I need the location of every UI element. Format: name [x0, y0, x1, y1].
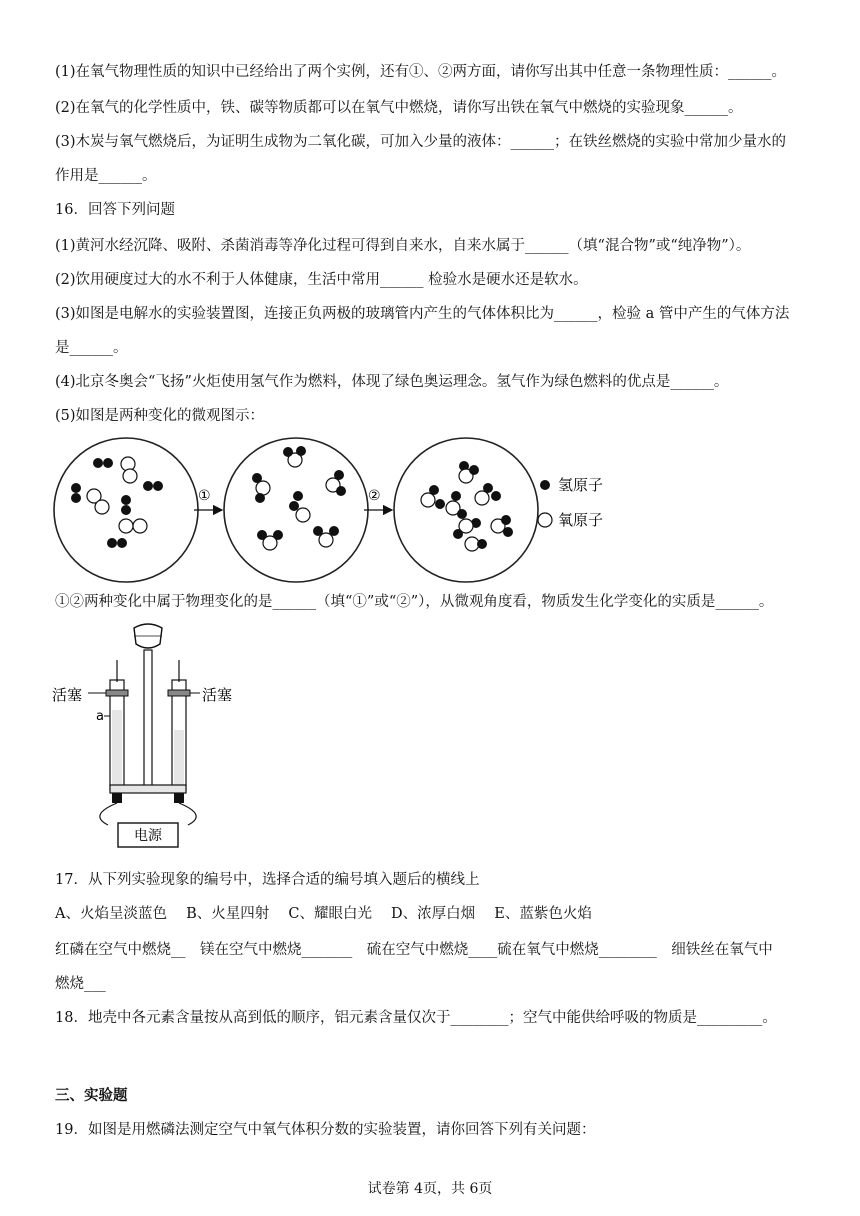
- legend: [538, 476, 603, 529]
- q15-part1: (1)在氧气物理性质的知识中已经给出了两个实例，还有①、②两方面，请你写出其中任意一条物理性质：______。: [55, 64, 787, 80]
- state-circle-3: [394, 438, 538, 582]
- state-circle-2: [224, 438, 368, 582]
- molecule-diagram: [48, 428, 628, 598]
- q17-blanks-line2: 燃烧___: [55, 976, 106, 992]
- q16-part5-question: ①②两种变化中属于物理变化的是______（填“①”或“②”），从微观角度看，物质发生化学变化的实质是______。: [55, 594, 774, 610]
- hydrogen-legend-icon: [540, 480, 550, 490]
- page-footer: 试卷第 4页，共 6页: [367, 1181, 493, 1197]
- electrolysis-apparatus: [48, 620, 248, 855]
- q17-options: A、火焰呈淡蓝色 B、火星四射 C、耀眼白光 D、浓厚白烟 E、蓝紫色火焰: [55, 906, 592, 922]
- q16-part4: (4)北京冬奥会“飞扬”火炬使用氢气作为燃料，体现了绿色奥运理念。氢气作为绿色燃料的优点是______。: [55, 374, 729, 390]
- q18-text: 18．地壳中各元素含量按从高到低的顺序，铝元素含量仅次于________；空气中能供给呼吸的物质是_________。: [55, 1010, 777, 1026]
- legend-oxygen-label: 氧原子: [558, 511, 604, 529]
- section-3-title: 三、实验题: [55, 1087, 128, 1104]
- state-circle-1: [54, 438, 198, 582]
- step-2-label: ②: [368, 488, 381, 504]
- right-valve-label: 活塞: [202, 686, 233, 704]
- q19-text: 19．如图是用燃磷法测定空气中氧气体积分数的实验装置，请你回答下列有关问题：: [55, 1122, 596, 1138]
- step-1-label: ①: [198, 488, 211, 504]
- oxygen-legend-icon: [538, 513, 552, 527]
- q16-title: 16．回答下列问题: [55, 202, 175, 218]
- left-valve-label: 活塞: [52, 686, 83, 704]
- q16-part3-line1: (3)如图是电解水的实验装置图，连接正负两极的玻璃管内产生的气体体积比为______，检验 a 管中产生的气体方法: [55, 306, 790, 322]
- q16-part3-line2: 是______。: [55, 340, 128, 356]
- tube-a-label: a: [96, 709, 104, 724]
- q17-blanks-line1: 红磷在空气中燃烧__ 镁在空气中燃烧_______ 硫在空气中燃烧____硫在氧气中燃烧________ 细铁丝在氧气中: [55, 942, 773, 958]
- q17-title: 17．从下列实验现象的编号中，选择合适的编号填入题后的横线上: [55, 872, 480, 888]
- q15-part2: (2)在氧气的化学性质中，铁、碳等物质都可以在氧气中燃烧，请你写出铁在氧气中燃烧的实验现象______。: [55, 100, 743, 116]
- q16-part1: (1)黄河水经沉降、吸附、杀菌消毒等净化过程可得到自来水，自来水属于______（填“混合物”或“纯净物”）。: [55, 238, 751, 254]
- q15-part3-line1: (3)木炭与氧气燃烧后，为证明生成物为二氧化碳，可加入少量的液体：______；在铁丝燃烧的实验中常加少量水的: [55, 134, 787, 150]
- q15-part3-line2: 作用是______。: [55, 168, 157, 184]
- power-label: 电源: [134, 828, 162, 844]
- q16-part2: (2)饮用硬度过大的水不利于人体健康，生活中常用______ 检验水是硬水还是软水。: [55, 272, 588, 288]
- q16-part5: (5)如图是两种变化的微观图示：: [55, 408, 265, 424]
- legend-hydrogen-label: 氢原子: [558, 476, 604, 494]
